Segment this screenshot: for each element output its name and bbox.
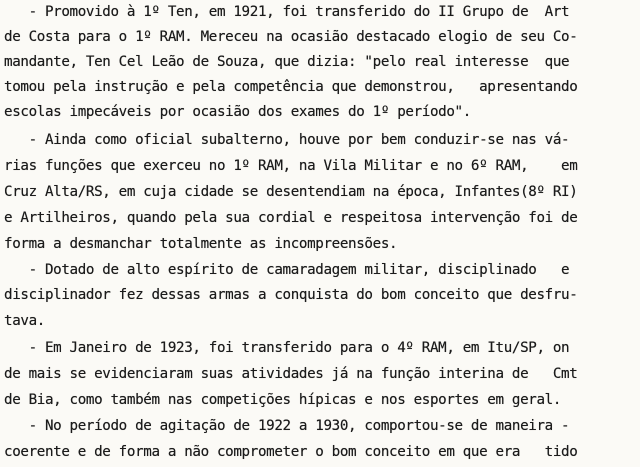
text-line-15: de mais se evidenciaram suas atividades já na função interina de Cmt	[4, 366, 578, 382]
text-line-18: coerente e de forma a não comprometer o bom conceito em que era tido	[4, 444, 578, 460]
text-line-11: - Dotado de alto espírito de camaradagem militar, disciplinado e	[4, 262, 570, 278]
text-line-8: Cruz Alta/RS, em cuja cidade se desentendiam na época, Infantes(8º RI)	[4, 184, 578, 200]
text-line-6: - Ainda como oficial subalterno, houve por bem conduzir-se nas vá-	[4, 132, 570, 148]
text-line-1: - Promovido à 1º Ten, em 1921, foi transferido do II Grupo de Art	[4, 4, 570, 20]
text-line-10: forma a desmanchar totalmente as incompreensões.	[4, 236, 398, 252]
text-line-17: - No período de agitação de 1922 a 1930, comportou-se de maneira -	[4, 418, 570, 434]
text-line-4: tomou pela instrução e pela competência que demonstrou, apresentando	[4, 79, 578, 95]
text-line-5: escolas impecáveis por ocasião dos exames do 1º período".	[4, 104, 471, 120]
text-line-3: mandante, Ten Cel Leão de Souza, que dizia: "pelo real interesse que	[4, 54, 570, 70]
text-line-2: de Costa para o 1º RAM. Mereceu na ocasião destacado elogio de seu Co-	[4, 29, 578, 45]
text-line-13: tava.	[4, 313, 45, 329]
text-line-9: e Artilheiros, quando pela sua cordial e respeitosa intervenção foi de	[4, 210, 578, 226]
text-line-16: de Bia, como também nas competições hípicas e nos esportes em geral.	[4, 392, 562, 408]
text-line-12: disciplinador fez dessas armas a conquista do bom conceito que desfru-	[4, 287, 578, 303]
text-line-7: rias funções que exerceu no 1º RAM, na Vila Militar e no 6º RAM, em	[4, 158, 578, 174]
text-line-14: - Em Janeiro de 1923, foi transferido para o 4º RAM, em Itu/SP, on	[4, 340, 570, 356]
